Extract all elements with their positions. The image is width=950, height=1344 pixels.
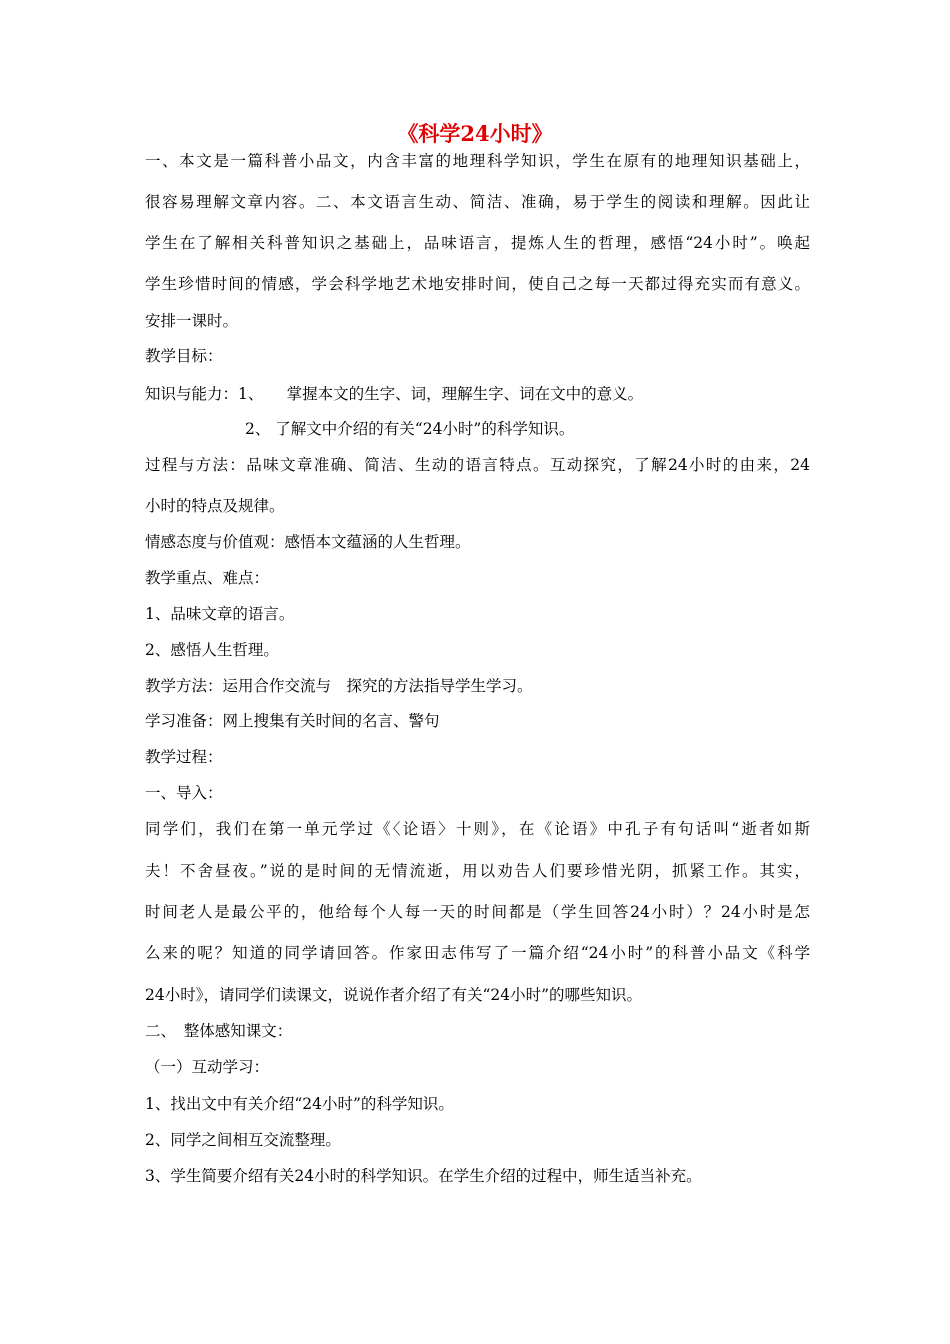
text-line: 2、同学之间相互交流整理。	[145, 1131, 341, 1149]
text-line: （一）互动学习：	[145, 1058, 270, 1076]
text-line: 24小时》，请同学们读课文，说说作者介绍了有关“24小时”的哪些知识。	[145, 986, 643, 1004]
text-line: 一、导入：	[145, 784, 223, 802]
text-line: 安排一课时。	[145, 312, 239, 330]
text-line: 学生珍惜时间的情感，学会科学地艺术地安排时间，使自己之每一天都过得充实而有意义。	[145, 275, 810, 293]
text-line: 时间老人是最公平的，他给每个人每一天的时间都是（学生回答24小时）？24小时是怎	[145, 903, 810, 921]
text-line: 1、找出文中有关介绍“24小时”的科学知识。	[145, 1095, 454, 1113]
text-line: 2、感悟人生哲理。	[145, 641, 279, 659]
text-line: 过程与方法：品味文章准确、简洁、生动的语言特点。互动探究，了解24小时的由来，24	[145, 456, 810, 474]
text-line: 一、本文是一篇科普小品文，内含丰富的地理科学知识，学生在原有的地理知识基础上，	[145, 152, 810, 170]
text-line: 同学们，我们在第一单元学过《〈论语〉十则》，在《论语》中孔子有句话叫“逝者如斯	[145, 820, 810, 838]
text-line: 知识与能力：1、 掌握本文的生字、词，理解生字、词在文中的意义。	[145, 385, 644, 403]
text-line: 3、学生简要介绍有关24小时的科学知识。在学生介绍的过程中，师生适当补充。	[145, 1167, 702, 1185]
text-line: 教学目标：	[145, 347, 223, 365]
text-line: 1、品味文章的语言。	[145, 605, 295, 623]
text-line: 教学方法：运用合作交流与 探究的方法指导学生学习。	[145, 677, 533, 695]
text-line: 学习准备：网上搜集有关时间的名言、警句	[145, 712, 440, 730]
text-line: 教学过程：	[145, 748, 223, 766]
text-line: 么来的呢？知道的同学请回答。作家田志伟写了一篇介绍“24小时”的科普小品文《科学	[145, 944, 810, 962]
text-line: 很容易理解文章内容。二、本文语言生动、简洁、准确，易于学生的阅读和理解。因此让	[145, 193, 810, 211]
document-title: 《科学24小时》	[397, 121, 553, 146]
text-line: 小时的特点及规律。	[145, 497, 285, 515]
text-line: 情感态度与价值观：感悟本文蕴涵的人生哲理。	[145, 533, 471, 551]
text-line: 二、 整体感知课文：	[145, 1022, 293, 1040]
text-line: 夫！不舍昼夜。”说的是时间的无情流逝，用以劝告人们要珍惜光阴，抓紧工作。其实，	[145, 862, 810, 880]
text-line: 教学重点、难点：	[145, 569, 270, 587]
text-line: 2、 了解文中介绍的有关“24小时”的科学知识。	[245, 420, 575, 438]
text-line: 学生在了解相关科普知识之基础上，品味语言，提炼人生的哲理，感悟“24小时”。唤起	[145, 234, 810, 252]
